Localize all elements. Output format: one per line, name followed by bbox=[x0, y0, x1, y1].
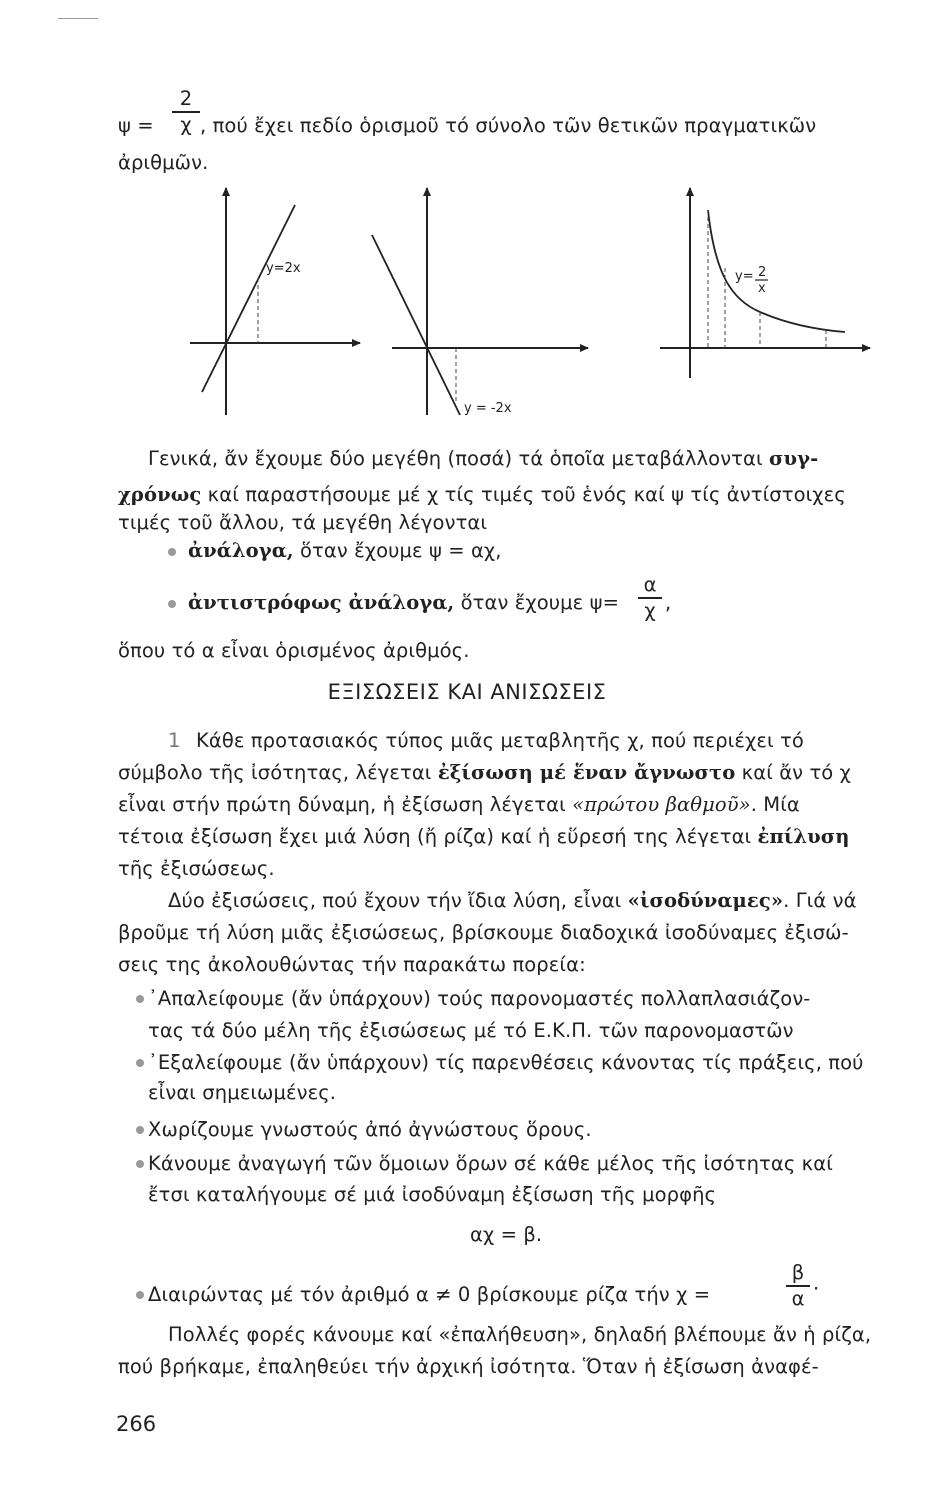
step2-line2: εἶναι σημειωμένες. bbox=[148, 1081, 337, 1104]
general-line2-text: καί παραστήσουμε μέ χ τίς τιμές τοῦ ἑνός καί ψ τίς ἀντίστοιχες bbox=[201, 483, 846, 506]
section1-line2 bbox=[118, 760, 851, 786]
general-line1 bbox=[148, 446, 818, 472]
graphs-figure bbox=[180, 180, 880, 430]
section1-line1: Κάθε προτασιακός τύπος μιᾶς μεταβλητῆς χ, πού περιέχει τό bbox=[196, 729, 804, 752]
page-number: 266 bbox=[116, 1412, 157, 1436]
bullet2-frac-den: χ bbox=[644, 598, 656, 622]
general-line2-bold: χρόνως bbox=[118, 483, 202, 506]
g3-curve bbox=[708, 210, 845, 332]
step5-text: Διαιρώντας μέ τόν ἀριθμό α ≠ 0 βρίσκουμε ρίζα τήν χ = bbox=[148, 1283, 711, 1306]
section2-line3: σεις της ἀκολουθώντας τήν παρακάτω πορεία: bbox=[118, 953, 586, 976]
graph-y-2-over-x bbox=[660, 188, 870, 378]
step4-line2: ἔτσι καταλήγουμε σέ μιά ἰσοδύναμη ἐξίσωση τῆς μορφῆς bbox=[148, 1183, 717, 1206]
step4-equation: αχ = β. bbox=[470, 1223, 543, 1246]
g2-line bbox=[372, 235, 460, 415]
section2-line1-tail: . Γιά νά bbox=[783, 889, 857, 912]
general-where: ὅπου τό α εἶναι ὁρισμένος ἀριθμός. bbox=[118, 639, 470, 662]
step1-line1: ᾿Απαλείφουμε (ἄν ὑπάρχουν) τούς παρονομαστές πολλαπλασιάζον- bbox=[148, 987, 811, 1010]
bullet-antistrofos bbox=[188, 590, 619, 616]
step3: Χωρίζουμε γνωστούς ἀπό ἀγνώστους ὅρους. bbox=[148, 1118, 592, 1141]
step4-line1: Κάνουμε ἀναγωγή τῶν ὅμοιων ὅρων σέ κάθε μέλος τῆς ἰσότητας καί bbox=[148, 1152, 833, 1175]
bullet2-tail: , bbox=[665, 591, 672, 614]
top-rule bbox=[58, 18, 98, 19]
bullet-dot bbox=[136, 1059, 144, 1067]
bullet-dot bbox=[136, 1291, 144, 1299]
section2-line1 bbox=[168, 888, 857, 914]
bullet-dot bbox=[168, 548, 176, 556]
section1-number: 1 bbox=[168, 729, 181, 752]
intro-text-line1: , πού ἔχει πεδίο ὁρισμοῦ τό σύνολο τῶν θετικῶν πραγματικῶν bbox=[200, 114, 817, 137]
intro-frac-num: 2 bbox=[179, 87, 193, 110]
bullet-dot bbox=[136, 1126, 144, 1134]
g3-label-prefix: y= bbox=[735, 269, 754, 284]
bullet2-fraction bbox=[638, 574, 662, 622]
section1-line2-bold: ἐξίσωση μέ ἕναν ἄγνωστο bbox=[437, 761, 736, 784]
step1-line2: τας τά δύο μέλη τῆς ἐξισώσεως μέ τό Ε.Κ.Π. τῶν παρονομαστῶν bbox=[148, 1019, 794, 1042]
bullet-dot bbox=[168, 600, 176, 608]
bullet-antistrofos-text: ὅταν ἔχουμε ψ= bbox=[454, 591, 620, 614]
step2-line1: ᾿Εξαλείφουμε (ἄν ὑπάρχουν) τίς παρενθέσεις κάνοντας τίς πράξεις, πού bbox=[148, 1051, 864, 1074]
section2-line1-text: Δύο ἐξισώσεις, πού ἔχουν τήν ἴδια λύση, εἶναι bbox=[168, 889, 628, 912]
step5-frac-den: α bbox=[791, 1286, 805, 1310]
section1-line4 bbox=[118, 824, 850, 850]
graph-y-minus-2x bbox=[372, 188, 588, 416]
g3-label-num: 2 bbox=[758, 265, 767, 280]
step5-tail: · bbox=[813, 1277, 820, 1300]
section1-line4-text: τέτοια ἐξίσωση ἔχει μιά λύση (ἤ ρίζα) καί ἡ εὕρεσή της λέγεται bbox=[118, 825, 758, 848]
section1-line3-tail: . Μία bbox=[750, 793, 800, 816]
bullet-antistrofos-bold: ἀντιστρόφως ἀνάλογα, bbox=[188, 591, 455, 614]
section1-line3-text: εἶναι στήν πρώτη δύναμη, ἡ ἐξίσωση λέγεται bbox=[118, 793, 573, 816]
intro-text-line2: ἀριθμῶν. bbox=[118, 151, 209, 174]
bullet-analoga-bold: ἀνάλογα, bbox=[188, 539, 294, 562]
graph-y-2x bbox=[190, 188, 360, 415]
section2-line2: βροῦμε τή λύση μιᾶς ἐξισώσεως, βρίσκουμε διαδοχικά ἰσοδύναμες ἐξισώ- bbox=[118, 921, 849, 944]
bullet-dot bbox=[136, 995, 144, 1003]
g1-label: y=2x bbox=[266, 261, 301, 276]
section1-line4-bold: ἐπίλυση bbox=[757, 825, 850, 848]
general-line1-bold: συγ- bbox=[768, 447, 819, 470]
section2-line1-bold: «ἰσοδύναμες» bbox=[627, 889, 784, 912]
section1-line3 bbox=[118, 792, 800, 818]
bullet-analoga bbox=[188, 538, 502, 564]
closing-line1: Πολλές φορές κάνουμε καί «ἐπαλήθευση», δηλαδή βλέπουμε ἄν ἡ ρίζα, bbox=[168, 1323, 872, 1346]
section1-line2-tail: καί ἄν τό χ bbox=[735, 761, 851, 784]
step5-frac-num: β bbox=[791, 1261, 805, 1284]
intro-var-y: ψ = bbox=[118, 114, 154, 137]
section-heading: ΕΞΙΣΩΣΕΙΣ ΚΑΙ ΑΝΙΣΩΣΕΙΣ bbox=[327, 680, 607, 704]
general-line1-text: Γενικά, ἄν ἔχουμε δύο μεγέθη (ποσά) τά ὁποῖα μεταβάλλονται bbox=[148, 447, 769, 470]
step5-fraction bbox=[786, 1262, 810, 1310]
bullet-analoga-text: ὅταν ἔχουμε ψ = αχ, bbox=[293, 539, 502, 562]
general-line3: τιμές τοῦ ἄλλου, τά μεγέθη λέγονται bbox=[118, 511, 488, 534]
section1-line5: τῆς ἐξισώσεως. bbox=[118, 857, 275, 880]
g1-line bbox=[202, 205, 295, 392]
section1-line2-text: σύμβολο τῆς ἰσότητας, λέγεται bbox=[118, 761, 438, 784]
intro-fraction bbox=[172, 88, 200, 136]
g2-label: y = -2x bbox=[464, 401, 512, 416]
general-line2 bbox=[118, 482, 846, 508]
g3-label-den: x bbox=[758, 281, 766, 296]
section1-line3-italic: «πρώτου βαθμοῦ» bbox=[572, 793, 751, 816]
bullet-dot bbox=[136, 1160, 144, 1168]
intro-frac-den: χ bbox=[180, 112, 192, 136]
closing-line2: πού βρήκαμε, ἐπαληθεύει τήν ἀρχική ἰσότητα. Ὅταν ἡ ἐξίσωση ἀναφέ- bbox=[118, 1355, 819, 1378]
bullet2-frac-num: α bbox=[643, 573, 657, 596]
